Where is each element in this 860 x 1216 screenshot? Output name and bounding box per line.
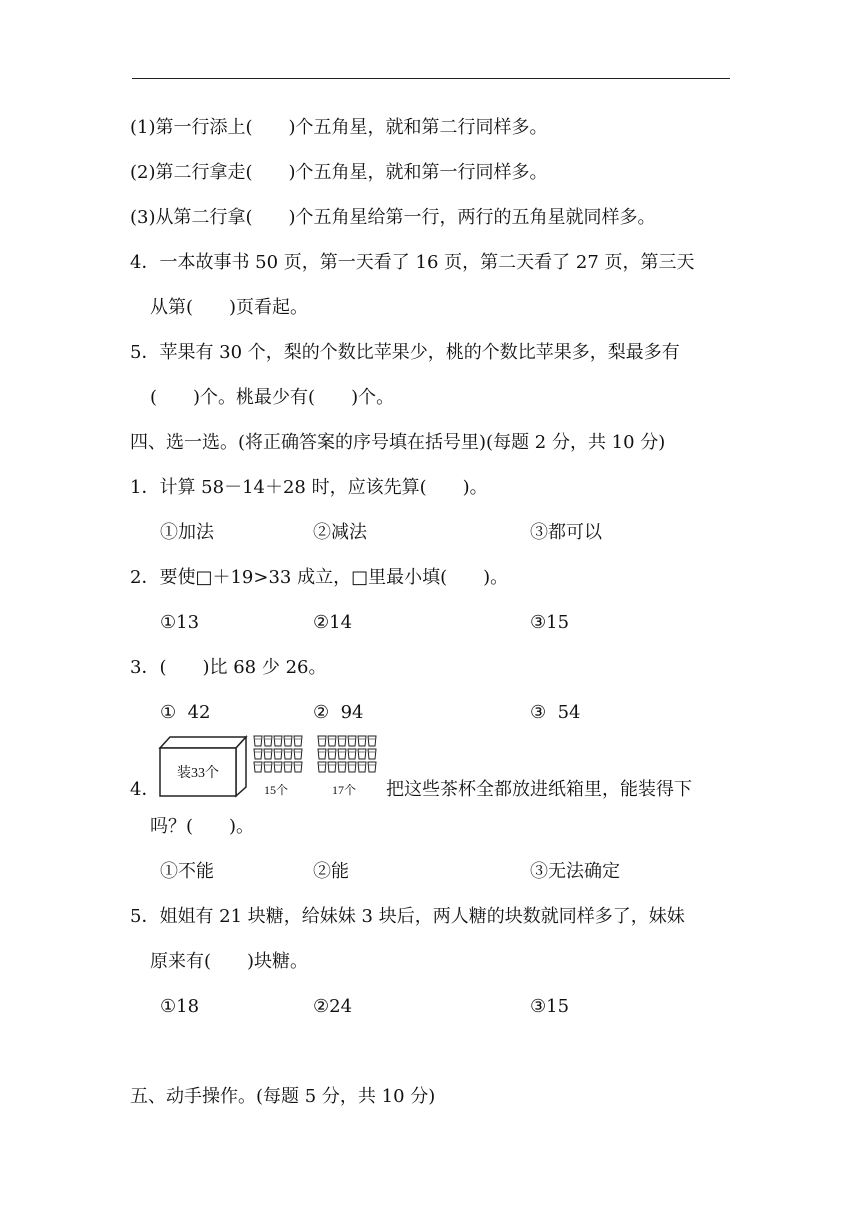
- cup-icon: [284, 749, 292, 759]
- q5-option-2: ②24: [313, 996, 353, 1017]
- question-4-line-2: 从第( )页看起。: [150, 297, 309, 318]
- q1-option-3: ③都可以: [530, 522, 602, 543]
- choice-question-2: 2．要使□＋19>33 成立，□里最小填( )。: [130, 567, 509, 588]
- choice-question-3: 3．( )比 68 少 26。: [130, 657, 327, 678]
- box-label: 装33个: [177, 766, 219, 781]
- cup-icon: [294, 749, 302, 759]
- cup-icon: [294, 736, 302, 746]
- choice-question-4-text-2: 吗？( )。: [150, 816, 255, 837]
- cup-group-17: [318, 736, 376, 772]
- cup-icon: [358, 736, 366, 746]
- cup-icon: [328, 762, 336, 772]
- box-and-cups-figure: [150, 732, 390, 800]
- choice-question-4-text: 把这些茶杯全都放进纸箱里，能装得下: [386, 779, 692, 800]
- cup-icon: [254, 762, 262, 772]
- cup-icon: [328, 749, 336, 759]
- cup-icon: [294, 762, 302, 772]
- cup-group-1-label: 15个: [263, 783, 289, 797]
- choice-question-5-line-1: 5．姐姐有 21 块糖，给妹妹 3 块后，两人糖的块数就同样多了，妹妹: [130, 906, 685, 927]
- cup-icon: [274, 736, 282, 746]
- q4-option-1: ①不能: [160, 861, 214, 882]
- cup-icon: [368, 762, 376, 772]
- cup-icon: [254, 749, 262, 759]
- choice-question-1: 1．计算 58－14＋28 时，应该先算( )。: [130, 477, 488, 498]
- sub-question-3: (3)从第二行拿( )个五角星给第一行，两行的五角星就同样多。: [130, 207, 656, 228]
- section-4-heading: 四、选一选。(将正确答案的序号填在括号里)(每题 2 分，共 10 分): [130, 432, 666, 453]
- q5-option-3: ③15: [530, 996, 570, 1017]
- choice-question-4-number: 4．: [130, 779, 160, 800]
- cup-icon: [328, 736, 336, 746]
- q3-option-2: ② 94: [313, 702, 364, 723]
- q1-option-2: ②减法: [313, 522, 367, 543]
- cup-icon: [348, 749, 356, 759]
- sub-question-1: (1)第一行添上( )个五角星，就和第二行同样多。: [130, 117, 548, 138]
- cup-group-2-label: 17个: [331, 783, 357, 797]
- carton-box: [160, 737, 246, 796]
- figure-svg: [150, 732, 390, 800]
- section-5-heading: 五、动手操作。(每题 5 分，共 10 分): [130, 1086, 436, 1107]
- q4-option-2: ②能: [313, 861, 349, 882]
- question-4-line-1: 4．一本故事书 50 页，第一天看了 16 页，第二天看了 27 页，第三天: [130, 252, 695, 273]
- cup-icon: [284, 762, 292, 772]
- question-5-line-2: ( )个。桃最少有( )个。: [150, 387, 395, 408]
- top-rule: [132, 78, 730, 79]
- cup-icon: [264, 736, 272, 746]
- cup-icon: [264, 749, 272, 759]
- q1-option-1: ①加法: [160, 522, 214, 543]
- question-5-line-1: 5．苹果有 30 个，梨的个数比苹果少，桃的个数比苹果多，梨最多有: [130, 342, 680, 363]
- q3-option-1: ① 42: [160, 702, 211, 723]
- cup-icon: [318, 736, 326, 746]
- cup-icon: [264, 762, 272, 772]
- cup-icon: [368, 736, 376, 746]
- cup-icon: [348, 736, 356, 746]
- q3-option-3: ③ 54: [530, 702, 581, 723]
- cup-icon: [358, 749, 366, 759]
- cup-icon: [358, 762, 366, 772]
- cup-icon: [284, 736, 292, 746]
- cup-icon: [254, 736, 262, 746]
- cup-icon: [274, 749, 282, 759]
- cup-group-15: [254, 736, 302, 772]
- cup-icon: [338, 736, 346, 746]
- sub-question-2: (2)第二行拿走( )个五角星，就和第一行同样多。: [130, 162, 548, 183]
- cup-icon: [274, 762, 282, 772]
- cup-icon: [368, 749, 376, 759]
- cup-icon: [318, 762, 326, 772]
- q2-option-1: ①13: [160, 612, 200, 633]
- choice-question-5-line-2: 原来有( )块糖。: [150, 951, 309, 972]
- cup-icon: [338, 749, 346, 759]
- cup-icon: [348, 762, 356, 772]
- q4-option-3: ③无法确定: [530, 861, 620, 882]
- cup-icon: [338, 762, 346, 772]
- cup-icon: [318, 749, 326, 759]
- q2-option-3: ③15: [530, 612, 570, 633]
- q5-option-1: ①18: [160, 996, 200, 1017]
- q2-option-2: ②14: [313, 612, 353, 633]
